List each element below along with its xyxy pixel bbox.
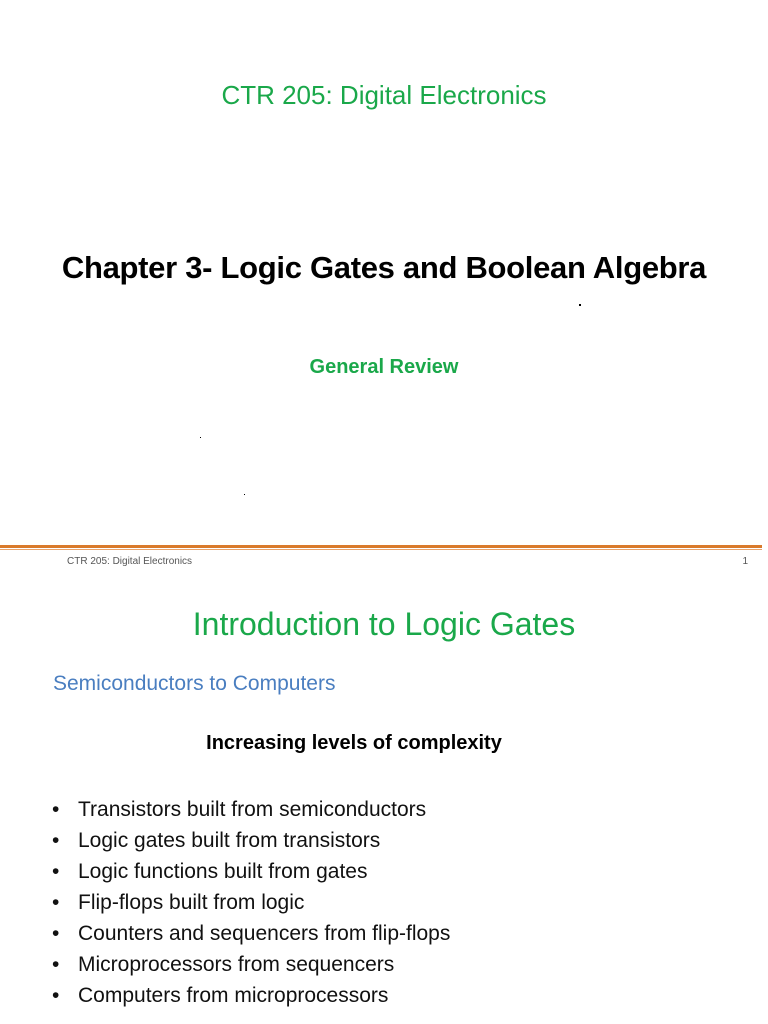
- bullet-icon: •: [52, 829, 60, 852]
- list-item-text: Microprocessors from sequencers: [78, 953, 395, 976]
- bullet-icon: •: [52, 891, 60, 914]
- bullet-icon: •: [52, 798, 60, 821]
- stray-dot: [579, 304, 581, 306]
- stray-dot: [200, 437, 201, 438]
- list-item: [52, 825, 450, 856]
- list-item: [52, 918, 450, 949]
- course-title: CTR 205: Digital Electronics: [221, 80, 547, 110]
- list-item-text: Logic functions built from gates: [78, 860, 368, 883]
- stray-dot: [244, 494, 245, 495]
- section-heading: Semiconductors to Computers: [53, 672, 336, 695]
- footer-page-number: 1: [742, 556, 748, 567]
- list-item: [52, 887, 450, 918]
- list-item: [52, 980, 450, 1011]
- bullet-list: [52, 794, 450, 1011]
- footer-course-label: CTR 205: Digital Electronics: [67, 556, 193, 567]
- subtitle: General Review: [309, 356, 459, 378]
- list-item: [52, 794, 450, 825]
- slide-2: [0, 572, 768, 1024]
- chapter-title: Chapter 3- Logic Gates and Boolean Algebra: [61, 250, 707, 285]
- bullet-icon: •: [52, 953, 60, 976]
- list-item: [52, 949, 450, 980]
- bullet-icon: •: [52, 922, 60, 945]
- slide-title: Introduction to Logic Gates: [192, 606, 576, 642]
- slide-divider-shadow: [0, 549, 762, 550]
- slide-divider: [0, 545, 762, 548]
- list-item-text: Computers from microprocessors: [78, 984, 389, 1007]
- bullet-icon: •: [52, 984, 60, 1007]
- list-item-text: Transistors built from semiconductors: [78, 798, 427, 821]
- list-heading: Increasing levels of complexity: [206, 732, 502, 754]
- list-item-text: Counters and sequencers from flip-flops: [78, 922, 451, 945]
- list-item-text: Logic gates built from transistors: [78, 829, 381, 852]
- list-item-text: Flip-flops built from logic: [78, 891, 305, 914]
- list-item: [52, 856, 450, 887]
- bullet-icon: •: [52, 860, 60, 883]
